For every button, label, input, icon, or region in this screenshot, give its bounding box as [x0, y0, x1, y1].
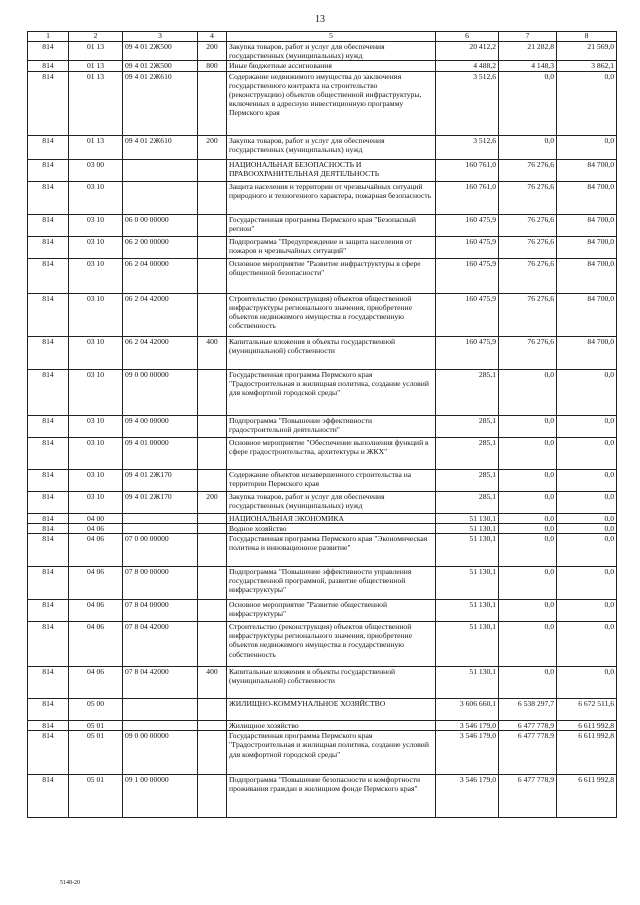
target-article-code: 07 8 00 00000: [123, 567, 198, 600]
table-row: [28, 42, 617, 61]
item-name: НАЦИОНАЛЬНАЯ ЭКОНОМИКА: [227, 513, 436, 523]
section-code: 05 01: [69, 775, 123, 818]
amount-2020: 285,1: [436, 369, 499, 415]
amount-2021: 21 282,8: [499, 42, 557, 61]
chapter-code: 814: [28, 513, 69, 523]
expense-type-code: 200: [198, 42, 227, 61]
section-code: 03 10: [69, 369, 123, 415]
expense-type-code: [198, 775, 227, 818]
amount-2020: 20 412,2: [436, 42, 499, 61]
chapter-code: 814: [28, 523, 69, 533]
item-name: Закупка товаров, работ и услуг для обеспечения государственных (муниципальных) нужд: [227, 135, 436, 159]
chapter-code: 814: [28, 61, 69, 71]
amount-2020: 160 475,9: [436, 258, 499, 293]
item-name: Основное мероприятие "Обеспечение выполнения функций в сфере градостроительства, архитектуры и ЖКХ": [227, 437, 436, 469]
item-name: Подпрограмма "Повышение безопасности и комфортности проживания граждан в жилищном фонде Пермского края": [227, 775, 436, 818]
expense-type-code: [198, 567, 227, 600]
target-article-code: 09 4 00 00000: [123, 415, 198, 437]
expense-type-code: [198, 600, 227, 622]
amount-2021: 76 276,6: [499, 293, 557, 336]
item-name: Государственная программа Пермского края "Экономическая политика и инновационное развитие": [227, 534, 436, 567]
expense-type-code: [198, 369, 227, 415]
amount-2022: 84 700,0: [557, 159, 617, 181]
amount-2022: 21 569,0: [557, 42, 617, 61]
target-article-code: 09 0 00 00000: [123, 369, 198, 415]
item-name: Строительство (реконструкция) объектов общественной инфраструктуры регионального значения, приобретение объектов недвижимого имущества в государственную собственность: [227, 293, 436, 336]
table-row: [28, 600, 617, 622]
amount-2022: 0,0: [557, 523, 617, 533]
amount-2022: 0,0: [557, 622, 617, 667]
section-code: 04 00: [69, 513, 123, 523]
target-article-code: [123, 721, 198, 731]
amount-2020: 285,1: [436, 491, 499, 513]
chapter-code: 814: [28, 181, 69, 214]
amount-2022: 84 700,0: [557, 214, 617, 236]
amount-2021: 0,0: [499, 567, 557, 600]
budget-table: [27, 31, 617, 818]
chapter-code: 814: [28, 214, 69, 236]
amount-2020: 3 512,6: [436, 71, 499, 135]
amount-2022: 84 700,0: [557, 336, 617, 369]
item-name: Основное мероприятие "Развитие инфраструктуры в сфере общественной безопасности": [227, 258, 436, 293]
section-code: 03 10: [69, 236, 123, 258]
chapter-code: 814: [28, 336, 69, 369]
section-code: 03 10: [69, 214, 123, 236]
table-row: [28, 61, 617, 71]
chapter-code: 814: [28, 369, 69, 415]
target-article-code: 06 2 00 00000: [123, 236, 198, 258]
expense-type-code: [198, 513, 227, 523]
amount-2022: 0,0: [557, 534, 617, 567]
column-header: 1: [28, 32, 69, 42]
table-row: [28, 415, 617, 437]
expense-type-code: 400: [198, 667, 227, 699]
expense-type-code: [198, 534, 227, 567]
table-row: [28, 699, 617, 721]
amount-2021: 0,0: [499, 667, 557, 699]
amount-2020: 160 475,9: [436, 293, 499, 336]
section-code: 04 06: [69, 523, 123, 533]
chapter-code: 814: [28, 534, 69, 567]
amount-2022: 0,0: [557, 71, 617, 135]
section-code: 04 06: [69, 534, 123, 567]
amount-2021: 0,0: [499, 513, 557, 523]
chapter-code: 814: [28, 437, 69, 469]
amount-2022: 3 862,1: [557, 61, 617, 71]
item-name: Водное хозяйство: [227, 523, 436, 533]
amount-2020: 285,1: [436, 469, 499, 491]
target-article-code: [123, 181, 198, 214]
section-code: 03 10: [69, 469, 123, 491]
amount-2020: 51 130,1: [436, 622, 499, 667]
amount-2020: 160 475,9: [436, 236, 499, 258]
amount-2022: 0,0: [557, 567, 617, 600]
amount-2020: 3 546 179,0: [436, 721, 499, 731]
target-article-code: 07 8 04 42000: [123, 622, 198, 667]
expense-type-code: [198, 159, 227, 181]
amount-2021: 76 276,6: [499, 258, 557, 293]
column-header: 4: [198, 32, 227, 42]
column-header: 7: [499, 32, 557, 42]
section-code: 04 06: [69, 667, 123, 699]
amount-2021: 0,0: [499, 369, 557, 415]
chapter-code: 814: [28, 775, 69, 818]
column-header: 8: [557, 32, 617, 42]
amount-2021: 4 148,3: [499, 61, 557, 71]
amount-2022: 0,0: [557, 415, 617, 437]
section-code: 03 10: [69, 293, 123, 336]
column-header: 5: [227, 32, 436, 42]
amount-2021: 0,0: [499, 135, 557, 159]
amount-2020: 160 761,0: [436, 159, 499, 181]
item-name: Защита населения и территории от чрезвычайных ситуаций природного и техногенного характера, пожарная безопасность: [227, 181, 436, 214]
section-code: 05 00: [69, 699, 123, 721]
amount-2020: 3 606 660,1: [436, 699, 499, 721]
amount-2020: 160 475,9: [436, 214, 499, 236]
table-row: [28, 71, 617, 135]
item-name: Закупка товаров, работ и услуг для обеспечения государственных (муниципальных) нужд: [227, 491, 436, 513]
expense-type-code: [198, 721, 227, 731]
table-row: [28, 567, 617, 600]
amount-2021: 0,0: [499, 600, 557, 622]
target-article-code: [123, 159, 198, 181]
amount-2021: 0,0: [499, 469, 557, 491]
chapter-code: 814: [28, 567, 69, 600]
page-number: 13: [315, 14, 325, 25]
amount-2021: 6 477 778,9: [499, 731, 557, 775]
target-article-code: 09 4 01 2Ж610: [123, 135, 198, 159]
item-name: НАЦИОНАЛЬНАЯ БЕЗОПАСНОСТЬ И ПРАВООХРАНИТЕЛЬНАЯ ДЕЯТЕЛЬНОСТЬ: [227, 159, 436, 181]
amount-2022: 84 700,0: [557, 258, 617, 293]
table-row: [28, 159, 617, 181]
section-code: 03 10: [69, 415, 123, 437]
item-name: Закупка товаров, работ и услуг для обеспечения государственных (муниципальных) нужд: [227, 42, 436, 61]
amount-2021: 76 276,6: [499, 214, 557, 236]
expense-type-code: 400: [198, 336, 227, 369]
column-header: 3: [123, 32, 198, 42]
section-code: 03 10: [69, 258, 123, 293]
expense-type-code: [198, 181, 227, 214]
section-code: 03 10: [69, 491, 123, 513]
table-row: [28, 721, 617, 731]
chapter-code: 814: [28, 258, 69, 293]
section-code: 05 01: [69, 731, 123, 775]
amount-2022: 0,0: [557, 437, 617, 469]
table-row: [28, 181, 617, 214]
amount-2021: 0,0: [499, 534, 557, 567]
item-name: Капитальные вложения в объекты государственной (муниципальной) собственности: [227, 336, 436, 369]
section-code: 01 13: [69, 42, 123, 61]
amount-2021: 0,0: [499, 523, 557, 533]
amount-2020: 285,1: [436, 437, 499, 469]
target-article-code: 09 4 01 2Ж500: [123, 61, 198, 71]
amount-2021: 0,0: [499, 622, 557, 667]
amount-2021: 6 477 778,9: [499, 775, 557, 818]
item-name: Строительство (реконструкция) объектов общественной инфраструктуры регионального значения, приобретение объектов недвижимого имущества в государственную собственность: [227, 622, 436, 667]
expense-type-code: [198, 469, 227, 491]
table-row: [28, 214, 617, 236]
amount-2021: 76 276,6: [499, 336, 557, 369]
chapter-code: 814: [28, 71, 69, 135]
footer-code: 5148-20: [60, 880, 80, 886]
target-article-code: 09 1 00 00000: [123, 775, 198, 818]
amount-2022: 0,0: [557, 667, 617, 699]
target-article-code: 09 0 00 00000: [123, 731, 198, 775]
item-name: Подпрограмма "Повышение эффективности градостроительной деятельности": [227, 415, 436, 437]
chapter-code: 814: [28, 667, 69, 699]
chapter-code: 814: [28, 159, 69, 181]
amount-2022: 6 672 511,6: [557, 699, 617, 721]
expense-type-code: [198, 731, 227, 775]
expense-type-code: [198, 236, 227, 258]
amount-2022: 84 700,0: [557, 236, 617, 258]
amount-2021: 76 276,6: [499, 159, 557, 181]
amount-2020: 51 130,1: [436, 667, 499, 699]
amount-2021: 0,0: [499, 491, 557, 513]
item-name: Жилищное хозяйство: [227, 721, 436, 731]
amount-2022: 0,0: [557, 491, 617, 513]
target-article-code: 07 8 04 00000: [123, 600, 198, 622]
table-row: [28, 775, 617, 818]
amount-2020: 3 546 179,0: [436, 731, 499, 775]
table-row: [28, 293, 617, 336]
section-code: 03 10: [69, 437, 123, 469]
target-article-code: 09 4 01 2Ж500: [123, 42, 198, 61]
table-row: [28, 135, 617, 159]
expense-type-code: [198, 415, 227, 437]
section-code: 01 13: [69, 71, 123, 135]
table-row: [28, 336, 617, 369]
table-row: [28, 437, 617, 469]
expense-type-code: 800: [198, 61, 227, 71]
target-article-code: 07 8 04 42000: [123, 667, 198, 699]
amount-2021: 6 538 297,7: [499, 699, 557, 721]
amount-2020: 160 761,0: [436, 181, 499, 214]
item-name: ЖИЛИЩНО-КОММУНАЛЬНОЕ ХОЗЯЙСТВО: [227, 699, 436, 721]
chapter-code: 814: [28, 699, 69, 721]
chapter-code: 814: [28, 491, 69, 513]
chapter-code: 814: [28, 721, 69, 731]
expense-type-code: [198, 293, 227, 336]
target-article-code: 09 4 01 2Ж170: [123, 469, 198, 491]
item-name: Подпрограмма "Предупреждение и защита населения от пожаров и чрезвычайных ситуаций": [227, 236, 436, 258]
table-row: [28, 523, 617, 533]
target-article-code: [123, 699, 198, 721]
amount-2020: 51 130,1: [436, 534, 499, 567]
table-row: [28, 369, 617, 415]
column-header: 2: [69, 32, 123, 42]
table-row: [28, 622, 617, 667]
column-header: 6: [436, 32, 499, 42]
chapter-code: 814: [28, 236, 69, 258]
target-article-code: 07 0 00 00000: [123, 534, 198, 567]
chapter-code: 814: [28, 293, 69, 336]
table-body: [28, 42, 617, 818]
amount-2020: 51 130,1: [436, 523, 499, 533]
table-header: [28, 32, 617, 42]
table-row: [28, 469, 617, 491]
target-article-code: 06 0 00 00000: [123, 214, 198, 236]
item-name: Государственная программа Пермского края "Градостроительная и жилищная политика, создание условий для комфортной городской среды": [227, 369, 436, 415]
amount-2022: 0,0: [557, 369, 617, 415]
amount-2022: 6 611 992,8: [557, 775, 617, 818]
table-row: [28, 513, 617, 523]
amount-2020: 51 130,1: [436, 567, 499, 600]
amount-2020: 3 546 179,0: [436, 775, 499, 818]
section-code: 05 01: [69, 721, 123, 731]
target-article-code: 09 4 01 00000: [123, 437, 198, 469]
amount-2022: 0,0: [557, 513, 617, 523]
chapter-code: 814: [28, 42, 69, 61]
amount-2022: 84 700,0: [557, 293, 617, 336]
chapter-code: 814: [28, 622, 69, 667]
expense-type-code: [198, 523, 227, 533]
chapter-code: 814: [28, 135, 69, 159]
item-name: Государственная программа Пермского края "Градостроительная и жилищная политика, создание условий для комфортной городской среды": [227, 731, 436, 775]
table-row: [28, 667, 617, 699]
section-code: 01 13: [69, 61, 123, 71]
amount-2021: 0,0: [499, 437, 557, 469]
chapter-code: 814: [28, 469, 69, 491]
section-code: 03 10: [69, 181, 123, 214]
target-article-code: 06 2 04 00000: [123, 258, 198, 293]
table-row: [28, 534, 617, 567]
item-name: Государственная программа Пермского края "Безопасный регион": [227, 214, 436, 236]
chapter-code: 814: [28, 415, 69, 437]
expense-type-code: [198, 622, 227, 667]
amount-2021: 0,0: [499, 71, 557, 135]
amount-2022: 0,0: [557, 469, 617, 491]
chapter-code: 814: [28, 600, 69, 622]
section-code: 03 10: [69, 336, 123, 369]
section-code: 03 00: [69, 159, 123, 181]
table-row: [28, 491, 617, 513]
expense-type-code: 200: [198, 491, 227, 513]
amount-2021: 76 276,6: [499, 236, 557, 258]
chapter-code: 814: [28, 731, 69, 775]
target-article-code: [123, 513, 198, 523]
expense-type-code: [198, 214, 227, 236]
amount-2022: 6 611 992,8: [557, 731, 617, 775]
expense-type-code: [198, 258, 227, 293]
expense-type-code: [198, 437, 227, 469]
amount-2022: 84 700,0: [557, 181, 617, 214]
expense-type-code: [198, 699, 227, 721]
table-row: [28, 731, 617, 775]
amount-2022: 0,0: [557, 600, 617, 622]
table-row: [28, 236, 617, 258]
section-code: 04 06: [69, 600, 123, 622]
item-name: Подпрограмма "Повышение эффективности управления государственной программой, развитие общественной инфраструктуры": [227, 567, 436, 600]
target-article-code: 09 4 01 2Ж170: [123, 491, 198, 513]
target-article-code: [123, 523, 198, 533]
target-article-code: 06 2 04 42000: [123, 336, 198, 369]
expense-type-code: 200: [198, 135, 227, 159]
header-row: [28, 32, 617, 42]
section-code: 04 06: [69, 622, 123, 667]
expense-type-code: [198, 71, 227, 135]
amount-2021: 6 477 778,9: [499, 721, 557, 731]
amount-2020: 4 488,2: [436, 61, 499, 71]
section-code: 01 13: [69, 135, 123, 159]
amount-2020: 285,1: [436, 415, 499, 437]
section-code: 04 06: [69, 567, 123, 600]
amount-2021: 76 276,6: [499, 181, 557, 214]
amount-2022: 6 611 992,8: [557, 721, 617, 731]
target-article-code: 09 4 01 2Ж610: [123, 71, 198, 135]
amount-2021: 0,0: [499, 415, 557, 437]
table-row: [28, 258, 617, 293]
item-name: Капитальные вложения в объекты государственной (муниципальной) собственности: [227, 667, 436, 699]
item-name: Основное мероприятие "Развитие общественной инфраструктуры": [227, 600, 436, 622]
amount-2020: 51 130,1: [436, 513, 499, 523]
amount-2020: 160 475,9: [436, 336, 499, 369]
target-article-code: 06 2 04 42000: [123, 293, 198, 336]
item-name: Иные бюджетные ассигнования: [227, 61, 436, 71]
amount-2020: 3 512,6: [436, 135, 499, 159]
amount-2020: 51 130,1: [436, 600, 499, 622]
item-name: Содержание недвижимого имущества до заключения государственного контракта на строительство (реконструкцию) объектов общественной инфраструктуры, включенных в адресную инвестиционную программу Пермского края: [227, 71, 436, 135]
item-name: Содержание объектов незавершенного строительства на территории Пермского края: [227, 469, 436, 491]
amount-2022: 0,0: [557, 135, 617, 159]
